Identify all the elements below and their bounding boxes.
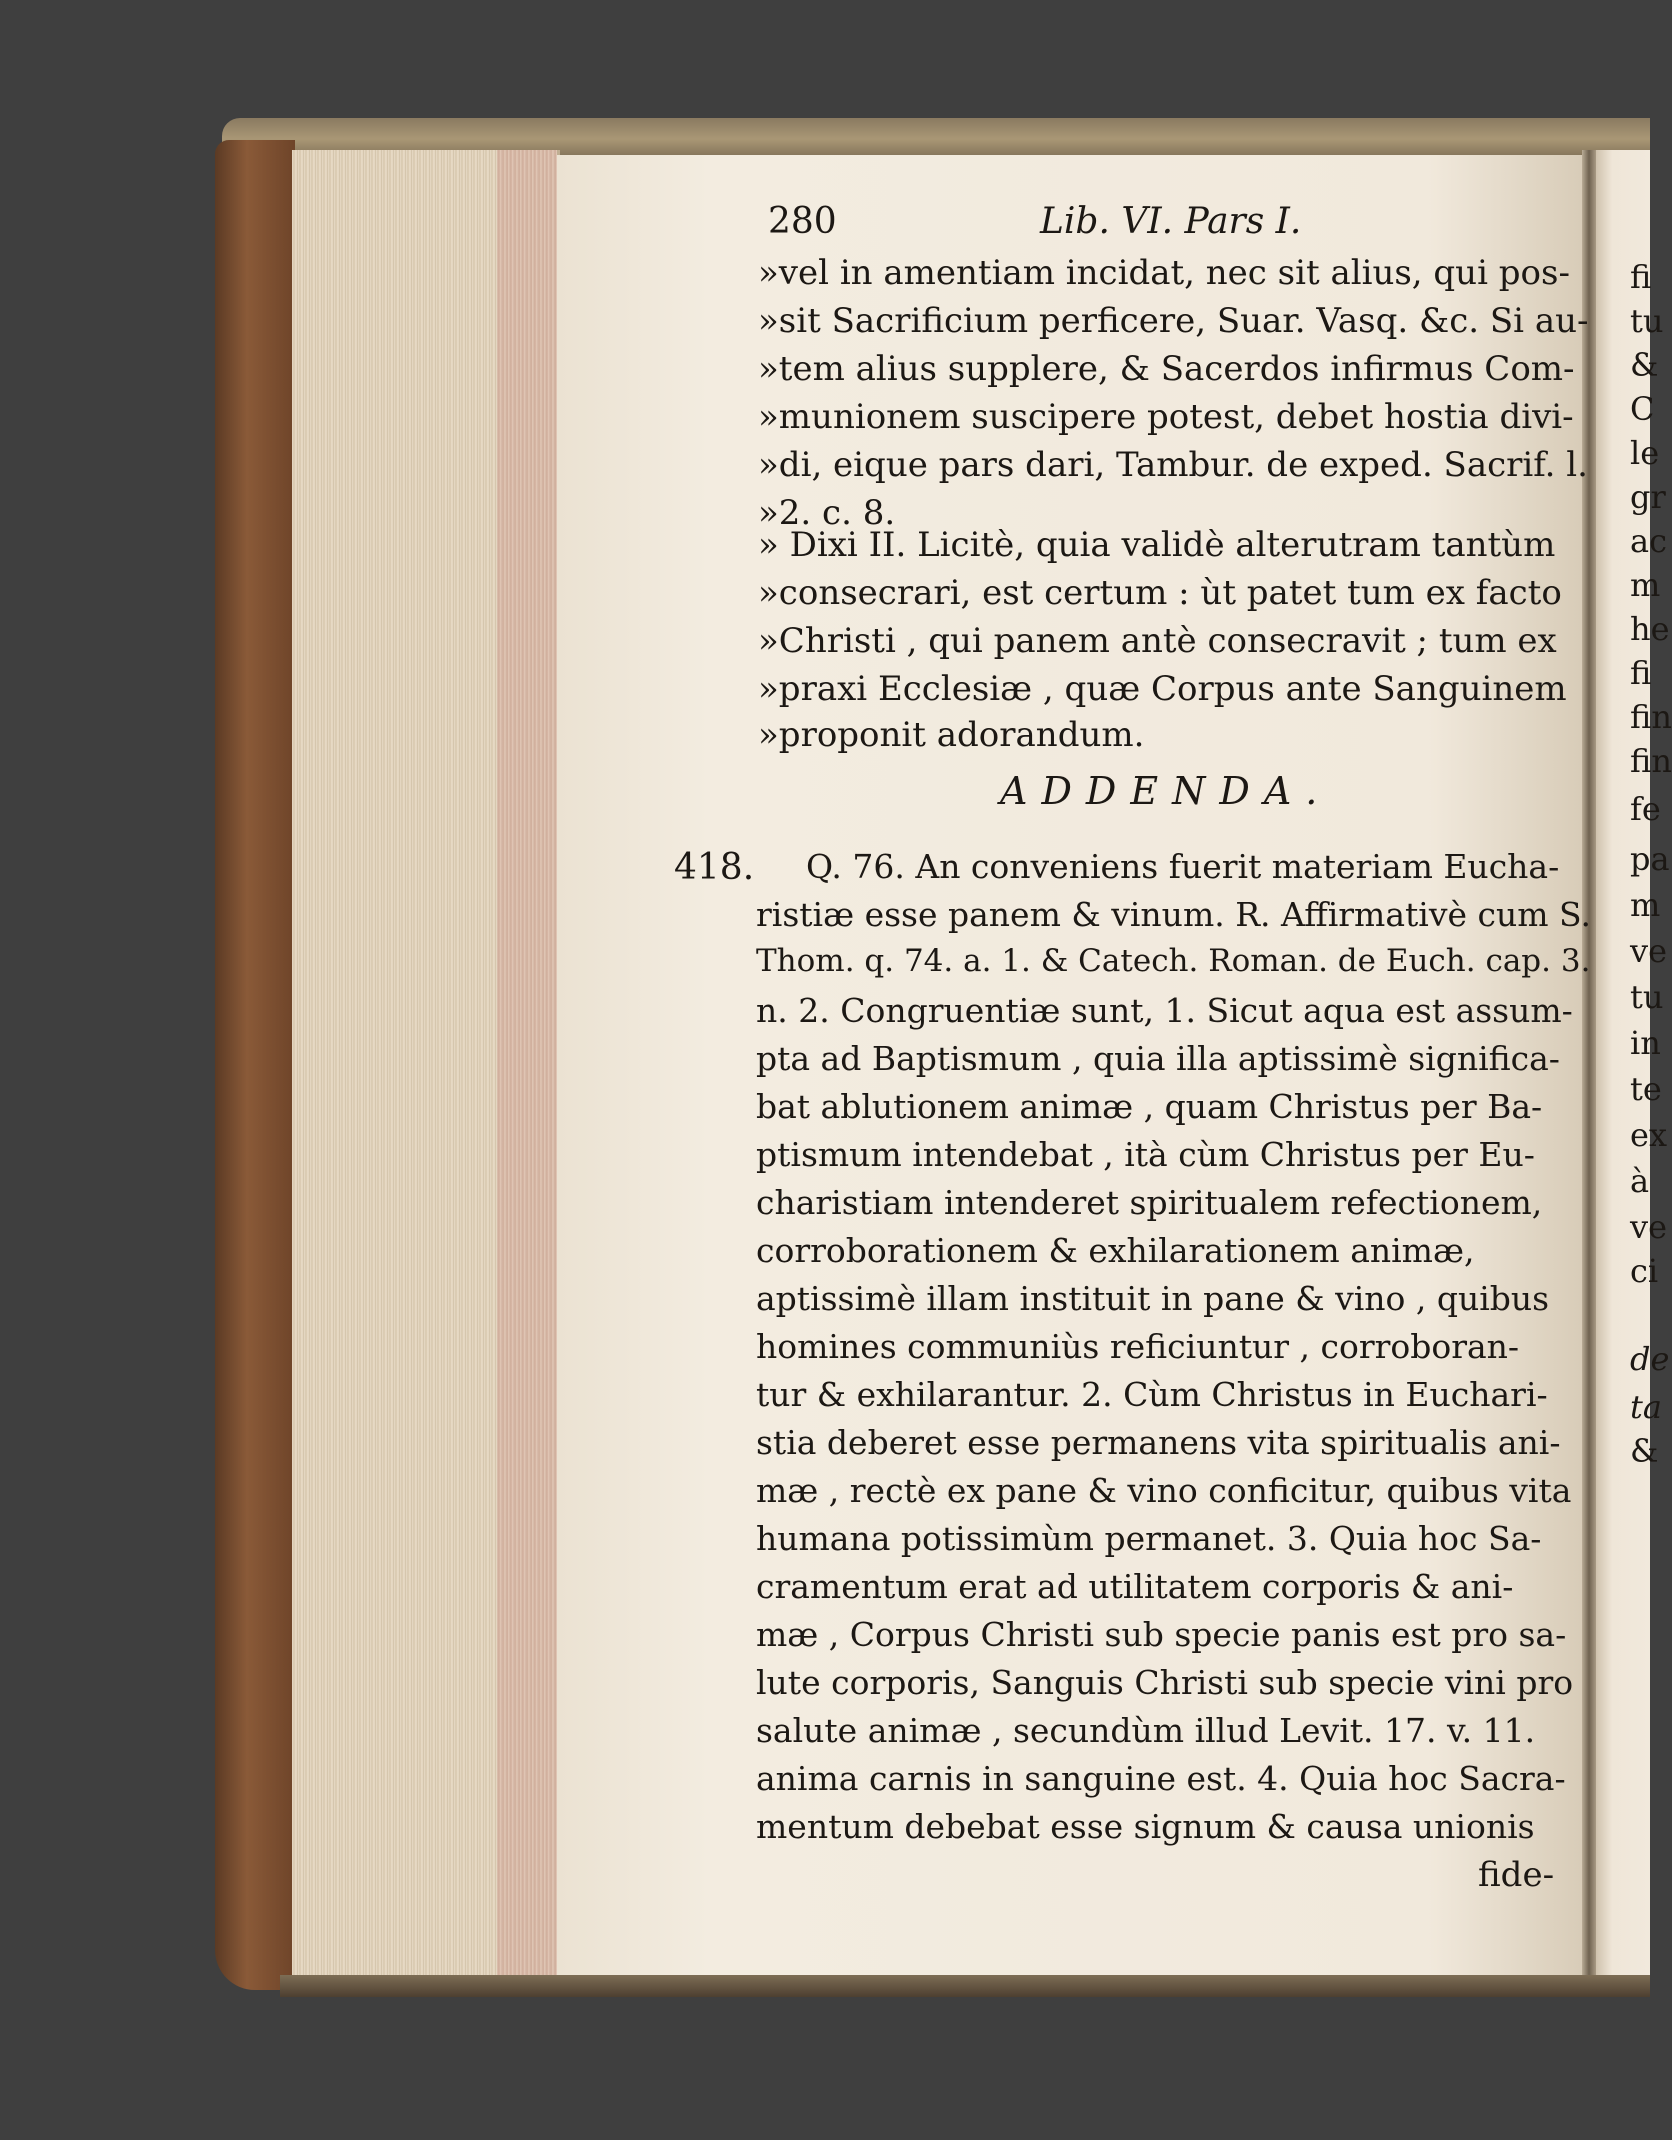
text-line: »praxi Ecclesiæ , quæ Corpus ante Sanguinem: [758, 669, 1567, 709]
text-line: »consecrari, est certum : ùt patet tum ex facto: [758, 573, 1562, 613]
facing-text-fragment: gr: [1630, 478, 1666, 516]
text-line: pta ad Baptismum , quia illa aptissimè significa-: [756, 1039, 1560, 1078]
text-line: »proponit adorandum.: [758, 715, 1145, 755]
text-line: ptismum intendebat , ità cùm Christus per Eu-: [756, 1135, 1535, 1174]
facing-text-fragment: &: [1630, 346, 1659, 384]
facing-text-fragment: fe: [1630, 790, 1661, 828]
facing-text-fragment: fin: [1630, 698, 1672, 736]
text-line: » Dixi II. Licitè, quia validè alterutram tantùm: [758, 525, 1556, 565]
facing-text-fragment: tu: [1630, 302, 1664, 340]
catchword: fide-: [1478, 1855, 1555, 1895]
facing-text-fragment: ve: [1630, 932, 1668, 970]
facing-text-fragment: pa: [1630, 840, 1670, 878]
facing-text-fragment: ta: [1630, 1388, 1662, 1426]
text-line: lute corporis, Sanguis Christi sub specie vini pro: [756, 1663, 1574, 1702]
text-line: »Christi , qui panem antè consecravit ; tum ex: [758, 621, 1557, 661]
book-gutter: [1582, 150, 1596, 1980]
text-line: Q. 76. An conveniens fuerit materiam Eucha-: [806, 847, 1560, 886]
text-line: bat ablutionem animæ , quam Christus per Ba-: [756, 1087, 1543, 1126]
running-title: Lib. VI. Pars I.: [1040, 201, 1302, 242]
facing-text-fragment: fin: [1630, 742, 1672, 780]
facing-text-fragment: à: [1630, 1162, 1650, 1200]
facing-text-fragment: fi: [1630, 258, 1652, 296]
text-line: ristiæ esse panem & vinum. R. Affirmativè cum S.: [756, 895, 1591, 934]
facing-text-fragment: &: [1630, 1432, 1659, 1470]
text-line: stia deberet esse permanens vita spiritualis ani-: [756, 1423, 1561, 1462]
text-line: »munionem suscipere potest, debet hostia divi-: [758, 397, 1574, 437]
paragraph-number: 418.: [674, 847, 755, 888]
text-line: n. 2. Congruentiæ sunt, 1. Sicut aqua est assum-: [756, 991, 1573, 1030]
facing-text-fragment: te: [1630, 1070, 1662, 1108]
page-block-edges: [292, 150, 560, 1980]
text-line: humana potissimùm permanet. 3. Quia hoc Sa-: [756, 1519, 1542, 1558]
page-number: 280: [768, 201, 837, 242]
text-line: aptissimè illam instituit in pane & vino , quibus: [756, 1279, 1550, 1318]
facing-text-fragment: C: [1630, 390, 1655, 428]
section-heading: ADDENDA.: [1000, 769, 1332, 813]
facing-text-fragment: ci: [1630, 1252, 1659, 1290]
text-line: mentum debebat esse signum & causa unionis: [756, 1807, 1535, 1846]
text-line: homines communiùs reficiuntur , corroboran-: [756, 1327, 1520, 1366]
facing-text-fragment: in: [1630, 1024, 1661, 1062]
facing-text-fragment: m: [1630, 566, 1661, 604]
text-line: mæ , rectè ex pane & vino conficitur, quibus vita: [756, 1471, 1572, 1510]
text-line: tur & exhilarantur. 2. Cùm Christus in Euchari-: [756, 1375, 1548, 1414]
text-line: Thom. q. 74. a. 1. & Catech. Roman. de Euch. cap. 3.: [756, 943, 1591, 979]
text-line: »vel in amentiam incidat, nec sit alius, qui pos-: [758, 253, 1570, 293]
text-line: »tem alius supplere, & Sacerdos infirmus Com-: [758, 349, 1575, 389]
facing-text-fragment: ac: [1630, 522, 1667, 560]
facing-text-fragment: de: [1630, 1340, 1670, 1378]
text-line: »sit Sacrificium perficere, Suar. Vasq. &c. Si au-: [758, 301, 1589, 341]
text-line: »2. c. 8.: [758, 493, 896, 533]
book-bottom-edge: [280, 1975, 1650, 1997]
facing-text-fragment: le: [1630, 434, 1660, 472]
text-line: anima carnis in sanguine est. 4. Quia hoc Sacra-: [756, 1759, 1566, 1798]
text-line: charistiam intenderet spiritualem refectionem,: [756, 1183, 1543, 1222]
text-line: salute animæ , secundùm illud Levit. 17. v. 11.: [756, 1711, 1536, 1750]
facing-text-fragment: m: [1630, 886, 1661, 924]
facing-text-fragment: ve: [1630, 1208, 1668, 1246]
facing-text-fragment: tu: [1630, 978, 1664, 1016]
text-line: mæ , Corpus Christi sub specie panis est pro sa-: [756, 1615, 1567, 1654]
text-line: cramentum erat ad utilitatem corporis & ani-: [756, 1567, 1514, 1606]
facing-text-fragment: fi: [1630, 654, 1652, 692]
facing-text-fragment: he: [1630, 610, 1670, 648]
facing-text-fragment: ex: [1630, 1116, 1667, 1154]
text-line: corroborationem & exhilarationem animæ,: [756, 1231, 1475, 1270]
leather-cover: [215, 140, 295, 1990]
text-line: »di, eique pars dari, Tambur. de exped. Sacrif. l.: [758, 445, 1588, 485]
